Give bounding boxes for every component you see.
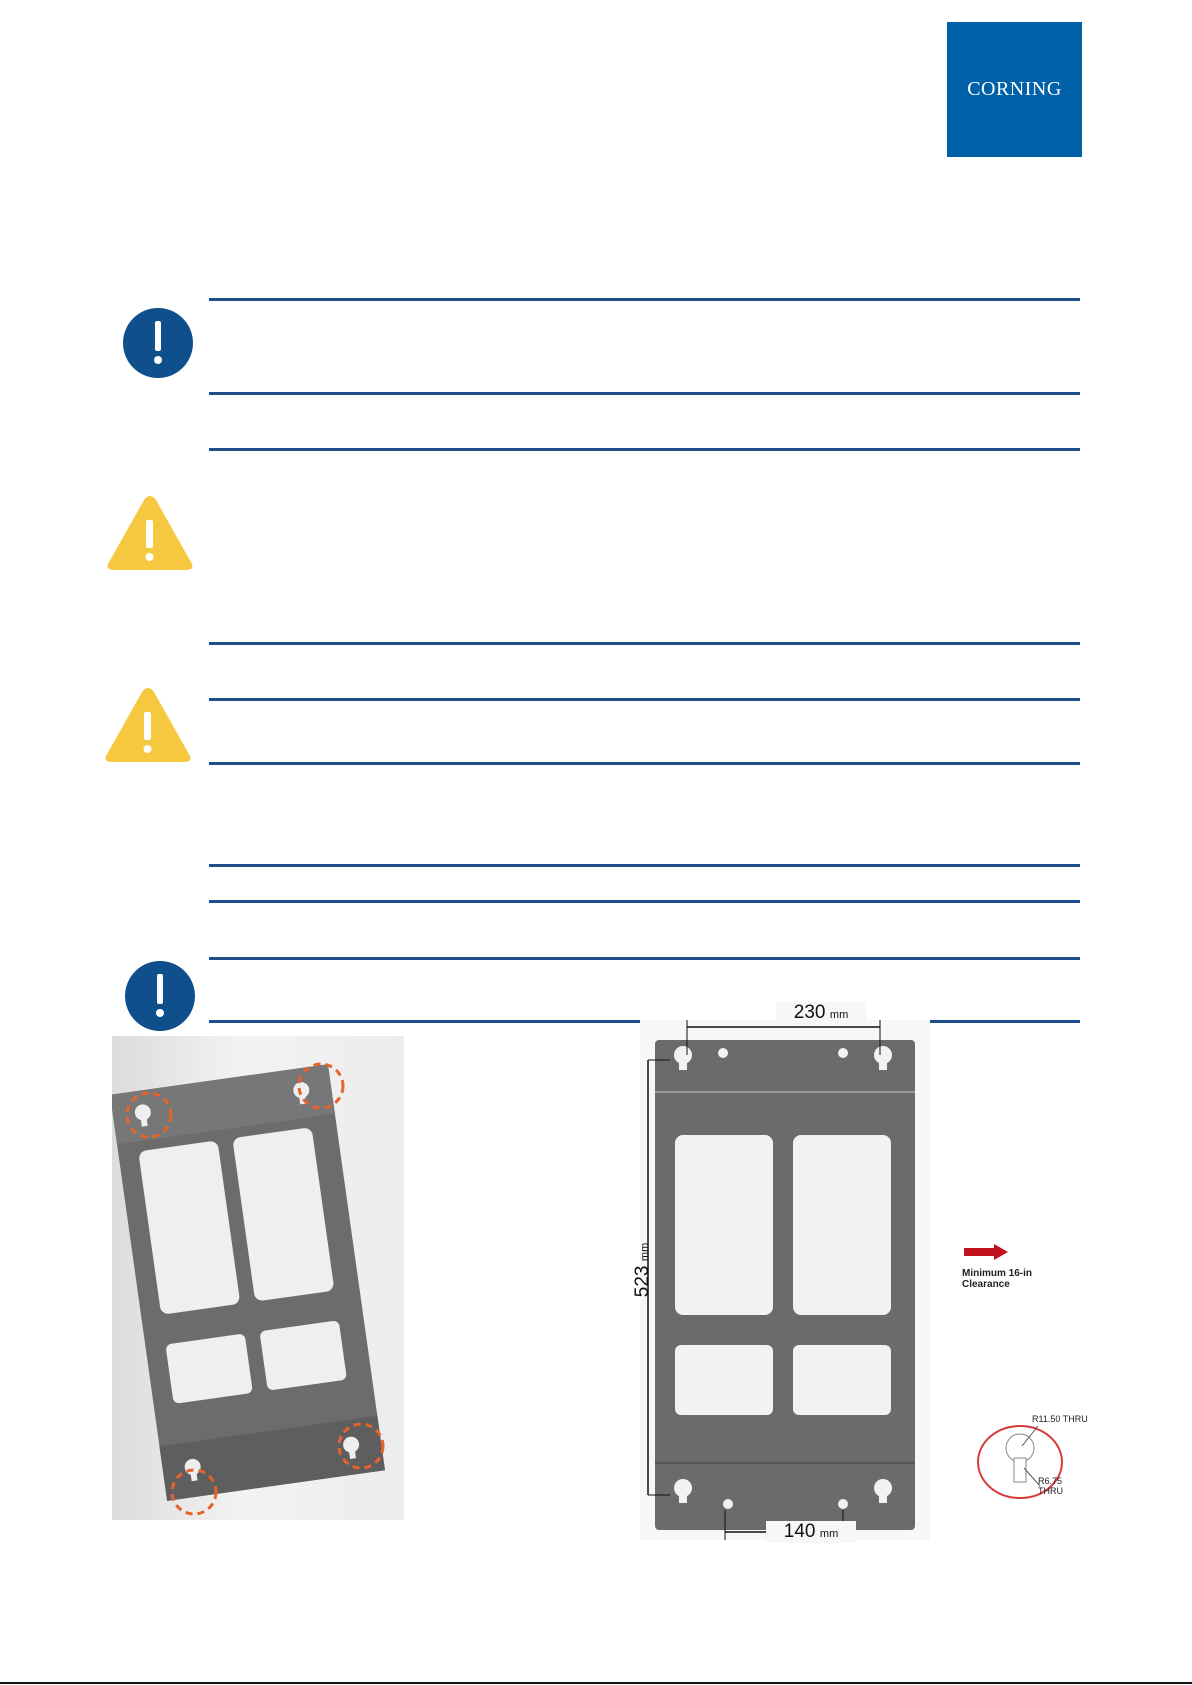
clearance-label — [962, 1268, 1032, 1290]
dimension-value: 140 — [783, 1521, 816, 1542]
warning-triangle-icon — [106, 494, 194, 572]
detail-label-r1150: R11.50 THRU — [1032, 1414, 1088, 1424]
detail-label-r675 — [1038, 1476, 1063, 1496]
logo-text: CORNING — [967, 78, 1062, 100]
page-bottom-rule — [0, 1682, 1192, 1684]
keyhole-detail-drawing — [976, 1418, 1086, 1502]
divider-rule — [209, 957, 1080, 960]
dimension-value: 523 — [632, 1265, 653, 1298]
exclamation-circle-icon — [125, 961, 195, 1031]
bracket-drawing — [640, 1020, 930, 1540]
clearance-line1: Minimum 16-in — [962, 1268, 1033, 1279]
divider-rule — [209, 448, 1080, 451]
divider-rule — [209, 762, 1080, 765]
divider-rule — [209, 900, 1080, 903]
dimension-width — [776, 1002, 866, 1024]
dimension-bottom — [766, 1521, 856, 1543]
divider-rule — [209, 864, 1080, 867]
divider-rule — [209, 298, 1080, 301]
dimension-unit: mm — [819, 1528, 839, 1540]
divider-rule — [209, 698, 1080, 701]
clearance-arrow-icon — [964, 1244, 1008, 1260]
detail-label-line2: THRU — [1038, 1486, 1063, 1496]
exclamation-circle-icon — [123, 308, 193, 378]
warning-triangle-icon — [104, 686, 192, 764]
dimension-height — [632, 1220, 672, 1320]
divider-rule — [209, 392, 1080, 395]
divider-rule — [209, 642, 1080, 645]
corning-logo — [947, 22, 1082, 157]
detail-label-line1: R6.75 — [1038, 1476, 1063, 1486]
dimension-value: 230 — [793, 1002, 826, 1023]
bracket-photo — [112, 1036, 404, 1520]
dimension-unit: mm — [639, 1242, 651, 1262]
clearance-line2: Clearance — [962, 1279, 1010, 1290]
dimension-unit: mm — [829, 1009, 849, 1021]
